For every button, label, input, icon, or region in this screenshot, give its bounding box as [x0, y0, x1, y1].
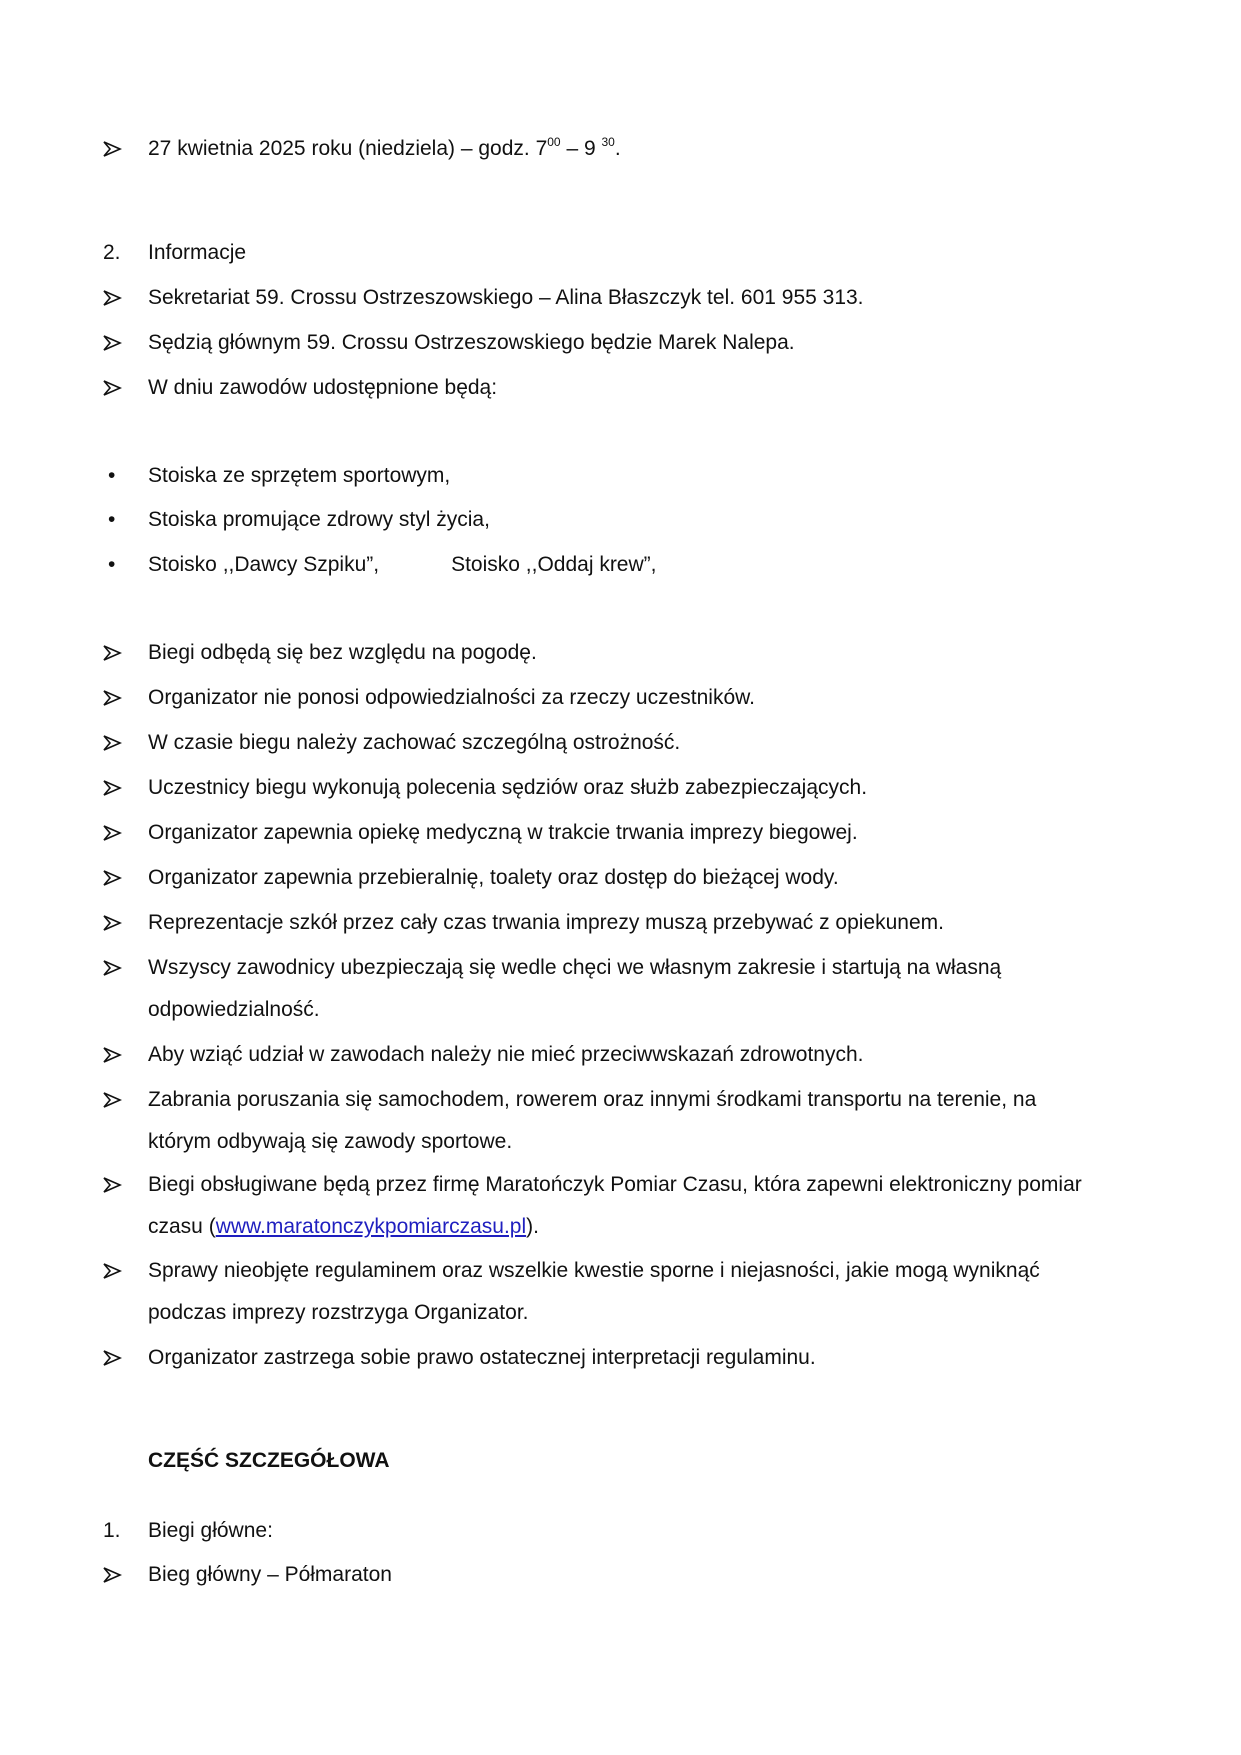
list-item-continuation: podczas imprezy rozstrzyga Organizator. [148, 1301, 529, 1324]
arrowhead-bullet-icon [102, 285, 136, 315]
timing-website-link[interactable]: www.maratonczykpomiarczasu.pl [215, 1215, 527, 1238]
list-item: Organizator nie ponosi odpowiedzialności za rzeczy uczestników. [148, 686, 755, 709]
arrowhead-bullet-icon [102, 1258, 136, 1288]
list-item: Organizator zapewnia opiekę medyczną w trakcie trwania imprezy biegowej. [148, 821, 858, 844]
list-item: Reprezentacje szkół przez cały czas trwania imprezy muszą przebywać z opiekunem. [148, 911, 944, 934]
arrowhead-bullet-icon [102, 640, 136, 670]
list-item: W dniu zawodów udostępnione będą: [148, 376, 498, 399]
list-item-continuation: odpowiedzialność. [148, 998, 320, 1021]
section-title: Biegi główne: [148, 1519, 273, 1542]
bullet-dot-icon: • [108, 508, 116, 531]
list-item: Aby wziąć udział w zawodach należy nie mieć przeciwwskazań zdrowotnych. [148, 1043, 864, 1066]
list-item: Sprawy nieobjęte regulaminem oraz wszelkie kwestie sporne i niejasności, jakie mogą wyniknąć [148, 1259, 1040, 1282]
list-item [148, 552, 656, 578]
section-number: 1. [103, 1519, 121, 1542]
list-item: Biegi obsługiwane będą przez firmę Maratończyk Pomiar Czasu, która zapewni elektroniczny pomiar [148, 1173, 1082, 1196]
arrowhead-bullet-icon [102, 820, 136, 850]
list-item-continuation: czasu (www.maratonczykpomiarczasu.pl). [148, 1215, 539, 1238]
stand-blood-donation: Stoisko ,,Oddaj krew”, [451, 553, 657, 576]
arrowhead-bullet-icon [102, 1087, 136, 1117]
arrowhead-bullet-icon [102, 136, 136, 166]
list-item: Sekretariat 59. Crossu Ostrzeszowskiego – Alina Błaszczyk tel. 601 955 313. [148, 286, 864, 309]
list-item: Biegi odbędą się bez względu na pogodę. [148, 641, 537, 664]
bullet-dot-icon: • [108, 553, 116, 576]
list-item: Zabrania poruszania się samochodem, rowerem oraz innymi środkami transportu na terenie, na [148, 1088, 1037, 1111]
list-item: Bieg główny – Półmaraton [148, 1563, 392, 1586]
list-item: Uczestnicy biegu wykonują polecenia sędziów oraz służb zabezpieczających. [148, 776, 868, 799]
arrowhead-bullet-icon [102, 1345, 136, 1375]
list-item: W czasie biegu należy zachować szczególną ostrożność. [148, 731, 681, 754]
list-item: Organizator zapewnia przebieralnię, toalety oraz dostęp do bieżącej wody. [148, 866, 839, 889]
stand-bone-marrow: Stoisko ,,Dawcy Szpiku”, [148, 553, 380, 576]
bullet-dot-icon: • [108, 464, 116, 487]
list-item: Wszyscy zawodnicy ubezpieczają się wedle chęci we własnym zakresie i startują na własną [148, 956, 1002, 979]
arrowhead-bullet-icon [102, 955, 136, 985]
list-item: Organizator zastrzega sobie prawo ostatecznej interpretacji regulaminu. [148, 1346, 816, 1369]
arrowhead-bullet-icon [102, 775, 136, 805]
list-item-continuation: którym odbywają się zawody sportowe. [148, 1130, 513, 1153]
arrowhead-bullet-icon [102, 1562, 136, 1592]
section-number: 2. [103, 241, 121, 264]
section-heading: CZĘŚĆ SZCZEGÓŁOWA [148, 1449, 390, 1472]
arrowhead-bullet-icon [102, 730, 136, 760]
arrowhead-bullet-icon [102, 1172, 136, 1202]
list-item: Sędzią głównym 59. Crossu Ostrzeszowskiego będzie Marek Nalepa. [148, 331, 795, 354]
arrowhead-bullet-icon [102, 330, 136, 360]
list-item: Stoiska ze sprzętem sportowym, [148, 464, 451, 487]
arrowhead-bullet-icon [102, 1042, 136, 1072]
arrowhead-bullet-icon [102, 865, 136, 895]
arrowhead-bullet-icon [102, 910, 136, 940]
list-item: Stoiska promujące zdrowy styl życia, [148, 508, 490, 531]
section-title: Informacje [148, 241, 247, 264]
date-line: 27 kwietnia 2025 roku (niedziela) – godz. $7^{00} - 9$ $^{30}$. [148, 135, 621, 160]
arrowhead-bullet-icon [102, 685, 136, 715]
arrowhead-bullet-icon [102, 375, 136, 405]
